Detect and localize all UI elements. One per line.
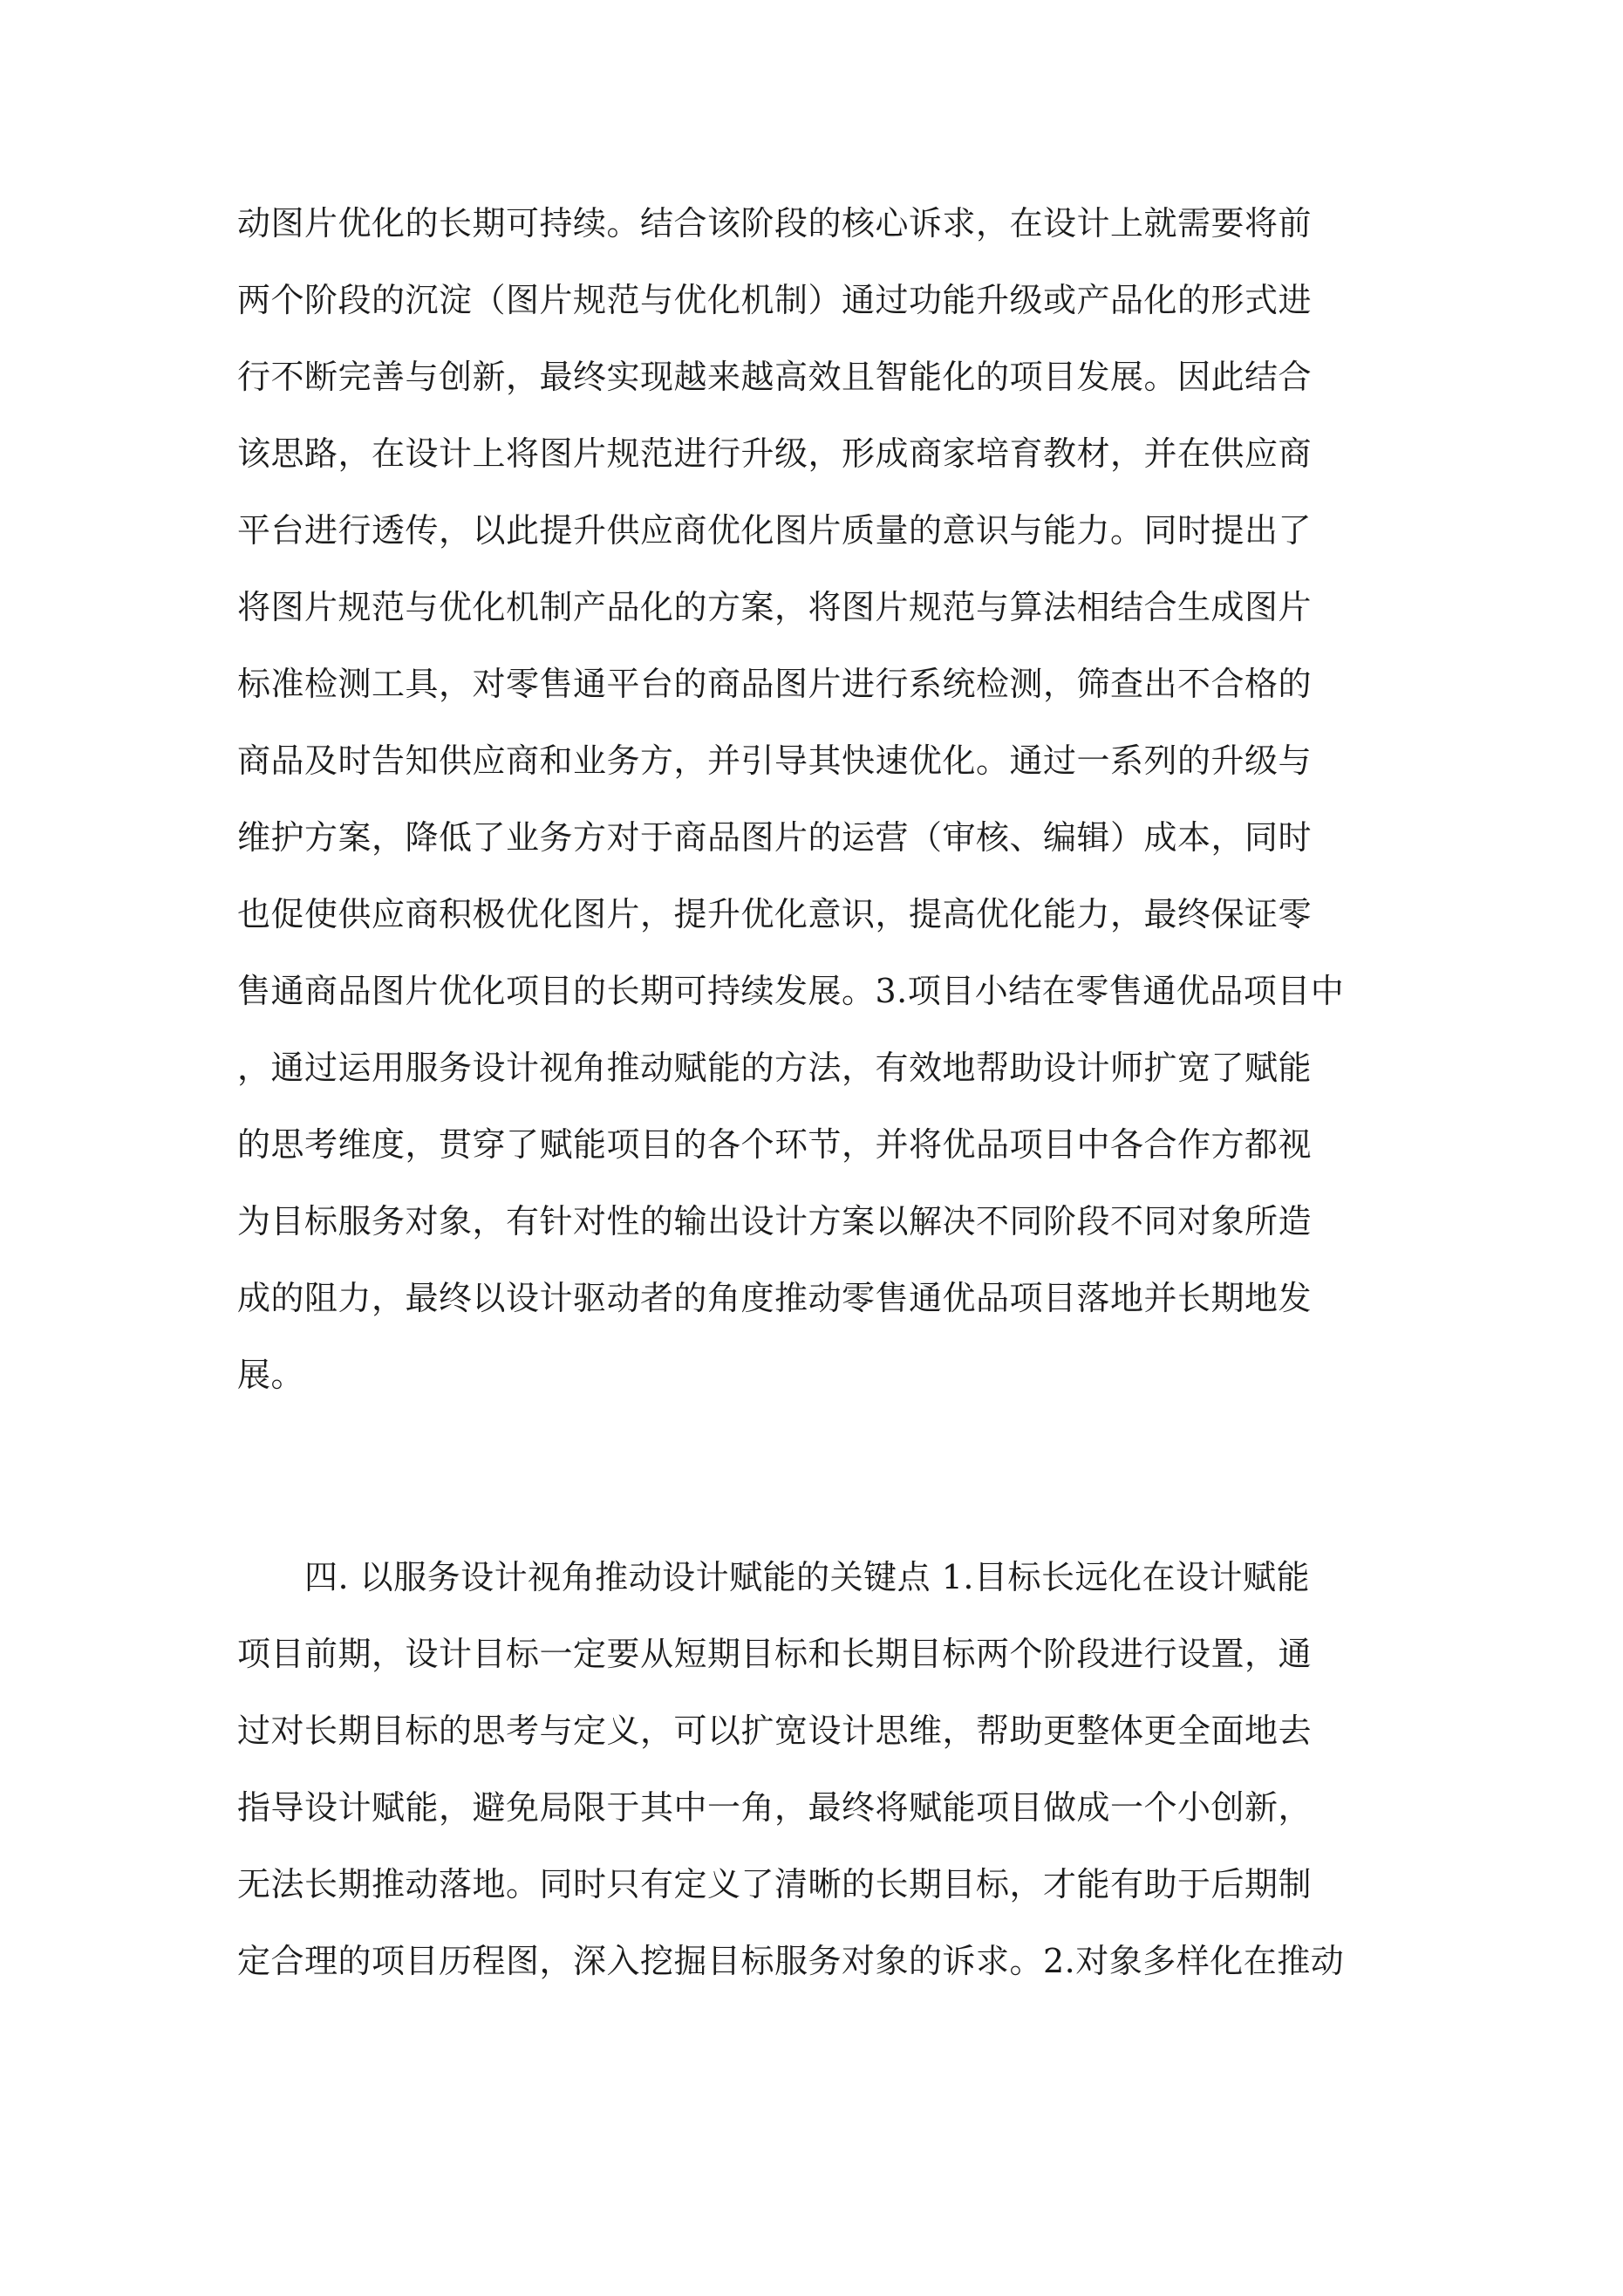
text-line: 定合理的项目历程图，深入挖掘目标服务对象的诉求。2.对象多样化在推动 bbox=[237, 1942, 1345, 1980]
text-line: 平台进行透传，以此提升供应商优化图片质量的意识与能力。同时提出了 bbox=[237, 511, 1313, 550]
text-line: 维护方案，降低了业务方对于商品图片的运营（审核、编辑）成本，同时 bbox=[237, 818, 1313, 857]
text-line: 该思路，在设计上将图片规范进行升级，形成商家培育教材，并在供应商 bbox=[237, 434, 1313, 473]
text-line: 标准检测工具，对零售通平台的商品图片进行系统检测，筛查出不合格的 bbox=[237, 665, 1313, 703]
text-line: 将图片规范与优化机制产品化的方案，将图片规范与算法相结合生成图片 bbox=[237, 588, 1313, 626]
text-line: ，通过运用服务设计视角推动赋能的方法，有效地帮助设计师扩宽了赋能 bbox=[237, 1049, 1313, 1087]
text-line: 的思考维度，贯穿了赋能项目的各个环节，并将优品项目中各合作方都视 bbox=[237, 1125, 1313, 1164]
text-line: 无法长期推动落地。同时只有定义了清晰的长期目标，才能有助于后期制 bbox=[237, 1865, 1313, 1903]
text-line: 四. 以服务设计视角推动设计赋能的关键点 1.目标长远化在设计赋能 bbox=[237, 1558, 1310, 1596]
paragraph-2 bbox=[237, 1539, 1388, 1999]
text-line: 行不断完善与创新，最终实现越来越高效且智能化的项目发展。因此结合 bbox=[237, 358, 1313, 396]
text-line: 也促使供应商积极优化图片，提升优化意识，提高优化能力，最终保证零 bbox=[237, 895, 1313, 933]
text-line: 指导设计赋能，避免局限于其中一角，最终将赋能项目做成一个小创新， bbox=[237, 1788, 1313, 1827]
text-line: 两个阶段的沉淀（图片规范与优化机制）通过功能升级或产品化的形式进 bbox=[237, 281, 1313, 319]
text-line: 售通商品图片优化项目的长期可持续发展。3.项目小结在零售通优品项目中 bbox=[237, 972, 1345, 1010]
text-line: 动图片优化的长期可持续。结合该阶段的核心诉求，在设计上就需要将前 bbox=[237, 204, 1313, 243]
text-line: 成的阻力，最终以设计驱动者的角度推动零售通优品项目落地并长期地发 bbox=[237, 1279, 1313, 1317]
text-line: 商品及时告知供应商和业务方，并引导其快速优化。通过一系列的升级与 bbox=[237, 741, 1313, 780]
text-line: 为目标服务对象，有针对性的输出设计方案以解决不同阶段不同对象所造 bbox=[237, 1202, 1313, 1240]
text-line: 项目前期，设计目标一定要从短期目标和长期目标两个阶段进行设置，通 bbox=[237, 1635, 1313, 1673]
text-line: 展。 bbox=[237, 1356, 305, 1394]
text-line: 过对长期目标的思考与定义，可以扩宽设计思维，帮助更整体更全面地去 bbox=[237, 1712, 1313, 1750]
paragraph-1 bbox=[237, 185, 1388, 1413]
